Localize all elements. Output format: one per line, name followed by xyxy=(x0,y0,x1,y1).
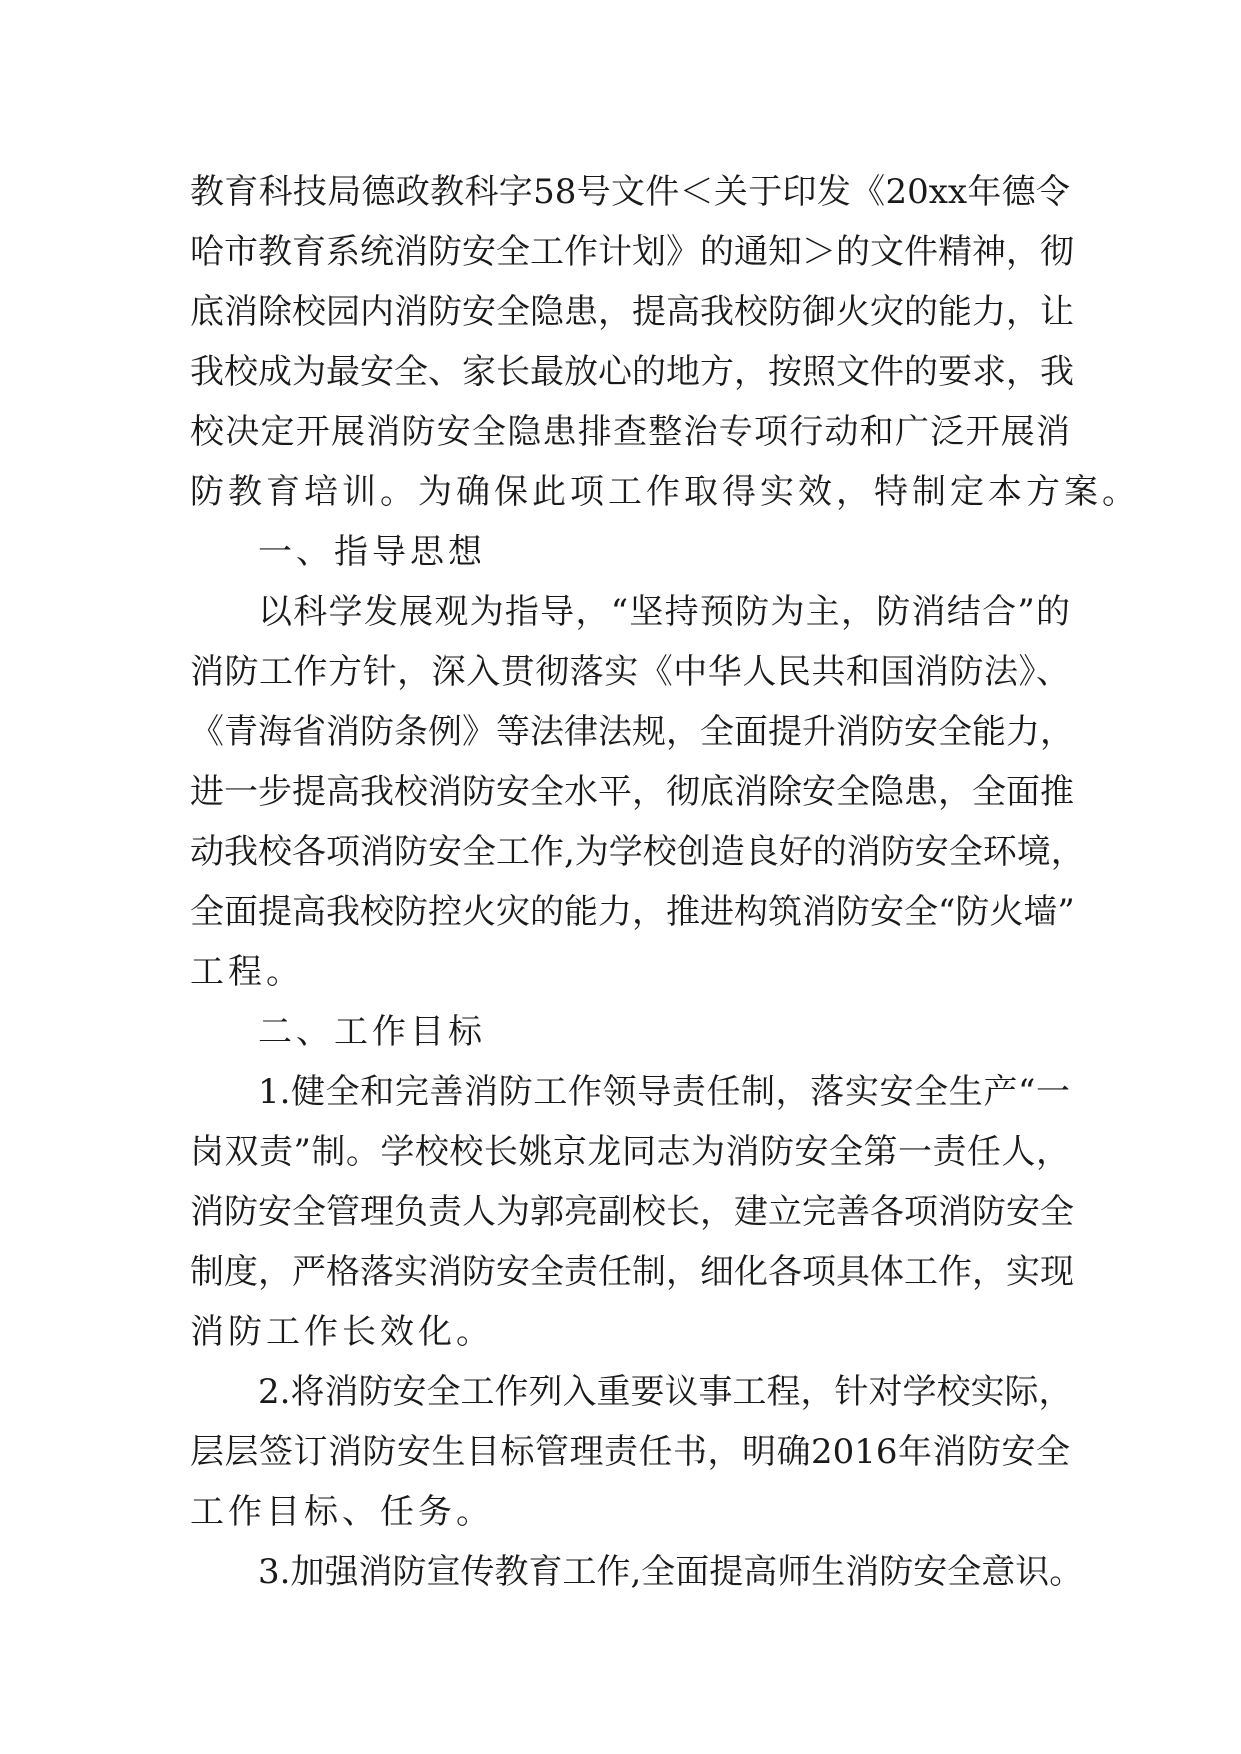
list-item-line: 1.健全和完善消防工作领导责任制，落实安全生产“一 xyxy=(258,1072,1070,1112)
body-text-line: 哈市教育系统消防安全工作计划》的通知＞的文件精神，彻 xyxy=(190,232,1074,272)
body-text-line: 防教育培训。为确保此项工作取得实效，特制定本方案。 xyxy=(190,472,1140,512)
body-text-line: 制度，严格落实消防安全责任制，细化各项具体工作，实现 xyxy=(190,1252,1074,1292)
body-text-line: 校决定开展消防安全隐患排查整治专项行动和广泛开展消 xyxy=(190,412,1070,452)
body-text-line: 进一步提高我校消防安全水平，彻底消除安全隐患，全面推 xyxy=(190,772,1074,812)
body-text-line: 教育科技局德政教科字58号文件＜关于印发《20xx年德令 xyxy=(190,172,1070,212)
body-text-line: 底消除校园内消防安全隐患，提高我校防御火灾的能力，让 xyxy=(190,292,1074,332)
body-text-line: 工作目标、任务。 xyxy=(190,1492,494,1532)
body-text-line: 全面提高我校防控火灾的能力，推进构筑消防安全“防火墙” xyxy=(190,892,1075,932)
body-text-line: 以科学发展观为指导，“坚持预防为主，防消结合”的 xyxy=(258,592,1070,632)
body-text-line: 消防安全管理负责人为郭亮副校长，建立完善各项消防安全 xyxy=(190,1192,1074,1232)
body-text-line: 消防工作方针，深入贯彻落实《中华人民共和国消防法》、 xyxy=(190,652,1070,692)
list-item-line: 2.将消防安全工作列入重要议事工程，针对学校实际， xyxy=(258,1372,1073,1412)
list-item-line: 3.加强消防宣传教育工作,全面提高师生消防安全意识。 xyxy=(258,1552,1084,1592)
body-text-line: 我校成为最安全、家长最放心的地方，按照文件的要求，我 xyxy=(190,352,1074,392)
body-text-line: 岗双责”制。学校校长姚京龙同志为消防安全第一责任人， xyxy=(190,1132,1070,1172)
body-text-line: 《青海省消防条例》等法律法规，全面提升消防安全能力， xyxy=(190,712,1074,752)
section-heading: 二、工作目标 xyxy=(258,1012,486,1052)
body-text-line: 动我校各项消防安全工作,为学校创造良好的消防安全环境， xyxy=(190,832,1085,872)
body-text-line: 层层签订消防安生目标管理责任书，明确2016年消防安全 xyxy=(190,1432,1070,1472)
section-heading: 一、指导思想 xyxy=(258,532,486,572)
body-text-line: 工程。 xyxy=(190,952,304,992)
body-text-line: 消防工作长效化。 xyxy=(190,1312,494,1352)
